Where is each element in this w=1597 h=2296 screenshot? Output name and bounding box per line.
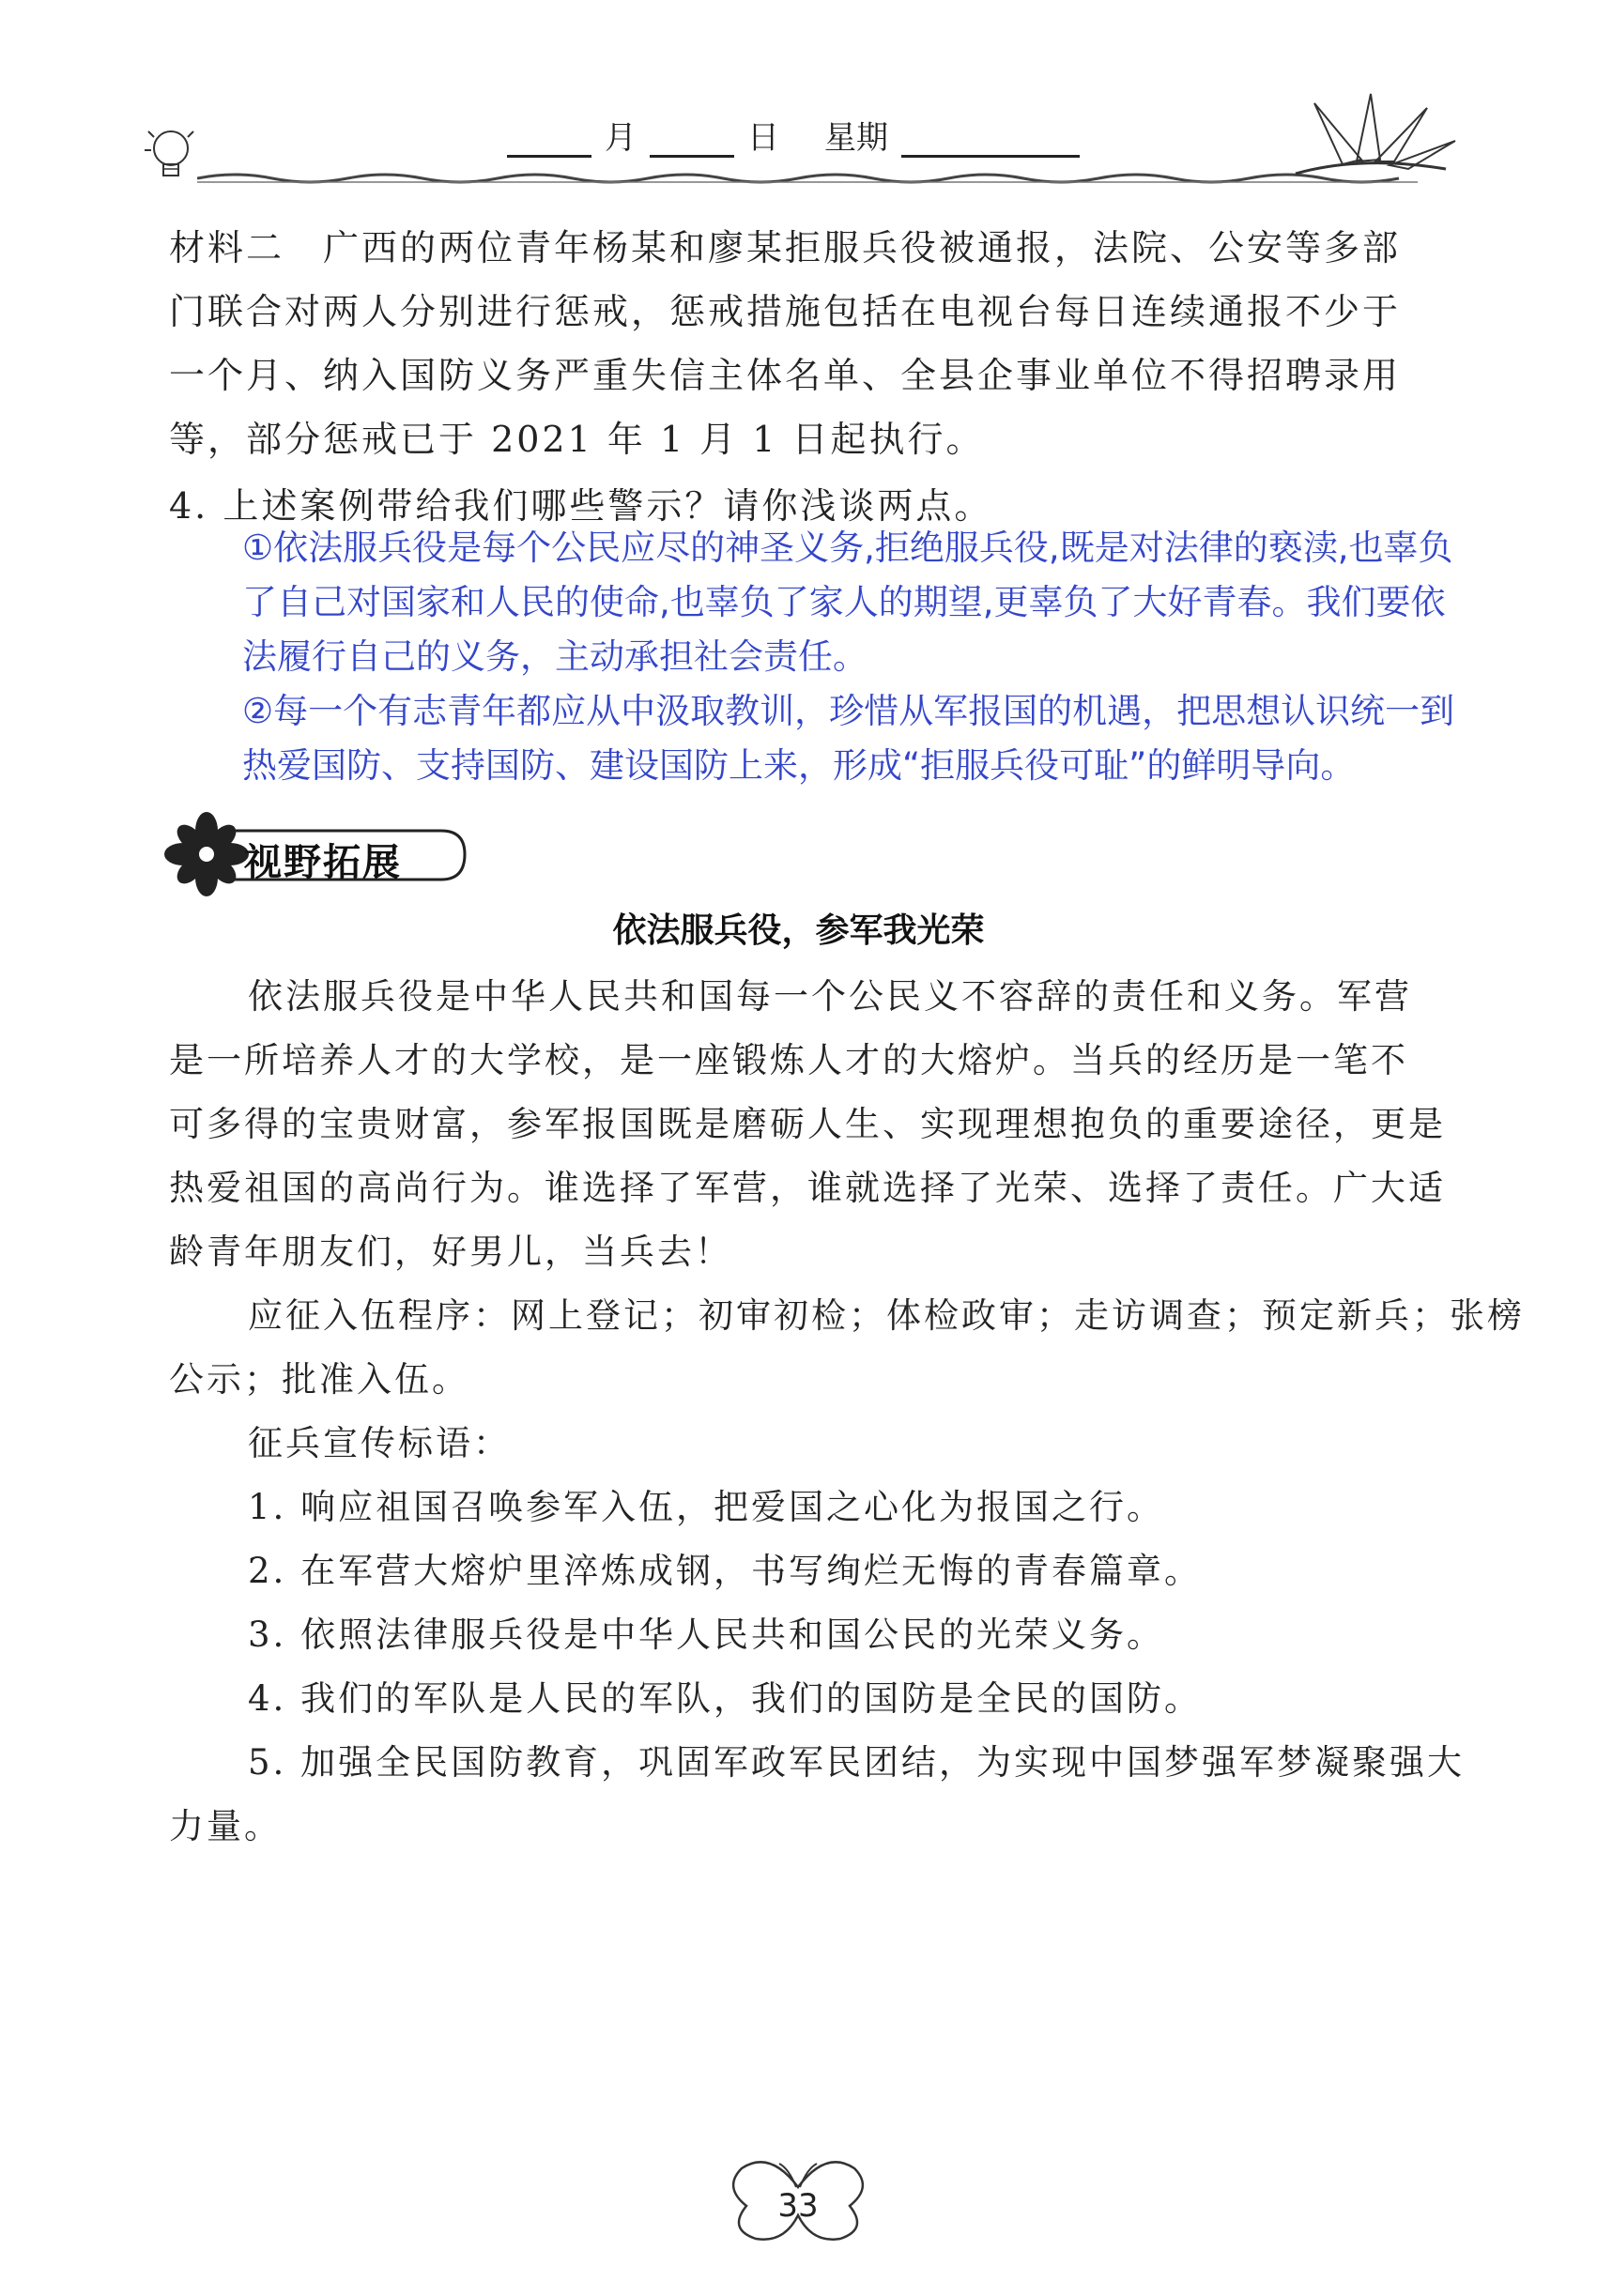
day-blank [650, 123, 734, 158]
day-label: 日 [747, 119, 779, 157]
header-rule [197, 167, 1418, 190]
article-title: 依法服兵役，参军我光荣 [612, 911, 985, 950]
weekday-blank [901, 123, 1080, 158]
article-line: 热爱祖国的高尚行为。谁选择了军营，谁就选择了光荣、选择了责任。广大适 [169, 1168, 1446, 1208]
slogan-item: 1. 响应祖国召唤参军入伍，把爱国之心化为报国之行。 [248, 1487, 1165, 1527]
slogan-item: 3. 依照法律服兵役是中华人民共和国公民的光荣义务。 [248, 1615, 1165, 1655]
answer-line: 了自己对国家和人民的使命,也辜负了家人的期望,更辜负了大好青春。我们要依 [242, 582, 1446, 622]
bird-of-paradise-flower-icon [1277, 84, 1465, 188]
article-line: 龄青年朋友们，好男儿，当兵去！ [169, 1232, 732, 1272]
article-line: 可多得的宝贵财富，参军报国既是磨砺人生、实现理想抱负的重要途径，更是 [169, 1104, 1446, 1144]
article-body [169, 965, 1525, 1859]
material-line: 材料二 广西的两位青年杨某和廖某拒服兵役被通报，法院、公安等多部 [169, 227, 1402, 268]
material-line: 门联合对两人分别进行惩戒，惩戒措施包括在电视台每日连续通报不少于 [169, 291, 1402, 332]
page-header [131, 94, 1465, 207]
answer-line: 法履行自己的义务，主动承担社会责任。 [242, 636, 868, 677]
month-blank [507, 123, 591, 158]
slogan-item: 2. 在军营大熔炉里淬炼成钢，书写绚烂无悔的青春篇章。 [248, 1551, 1203, 1591]
answer-line: ②每一个有志青年都应从中汲取教训，珍惜从军报国的机遇，把思想认识统一到 [242, 691, 1455, 731]
answer-line: 热爱国防、支持国防、建设国防上来，形成“拒服兵役可耻”的鲜明导向。 [242, 745, 1356, 786]
slogan-item: 5. 加强全民国防教育，巩固军政军民团结，为实现中国梦强军梦凝聚强大 [248, 1742, 1466, 1783]
article-line: 依法服兵役是中华人民共和国每一个公民义不容辞的责任和义务。军营 [248, 976, 1412, 1017]
article-line: 是一所培养人才的大学校，是一座锻炼人才的大熔炉。当兵的经历是一笔不 [169, 1040, 1408, 1080]
material-line: 等，部分惩戒已于 2021 年 1 月 1 日起执行。 [169, 419, 985, 460]
answer-line: ①依法服兵役是每个公民应尽的神圣义务,拒绝服兵役,既是对法律的亵渎,也辜负 [242, 528, 1453, 568]
article-line: 公示；批准入伍。 [169, 1359, 469, 1400]
section-label: 视野拓展 [244, 841, 402, 884]
material-two [169, 216, 1427, 471]
date-line [507, 111, 1221, 158]
slogan-item: 4. 我们的军队是人民的军队，我们的国防是全民的国防。 [248, 1678, 1203, 1719]
article-line: 应征入伍程序：网上登记；初审初检；体检政审；走访调查；预定新兵；张榜 [248, 1295, 1525, 1336]
weekday-label: 星期 [824, 119, 888, 157]
slogan-item: 力量。 [169, 1806, 282, 1846]
material-line: 一个月、纳入国防义务严重失信主体名单、全县企事业单位不得招聘录用 [169, 355, 1402, 396]
answer-block [242, 521, 1575, 793]
page-number [714, 2150, 883, 2253]
question-line: 4. 上述案例带给我们哪些警示？请你浅谈两点。 [169, 485, 993, 527]
page-number-text: 33 [777, 2187, 819, 2225]
month-label: 月 [605, 119, 637, 157]
section-heading [150, 812, 507, 896]
slogan-heading: 征兵宣传标语： [248, 1423, 511, 1463]
